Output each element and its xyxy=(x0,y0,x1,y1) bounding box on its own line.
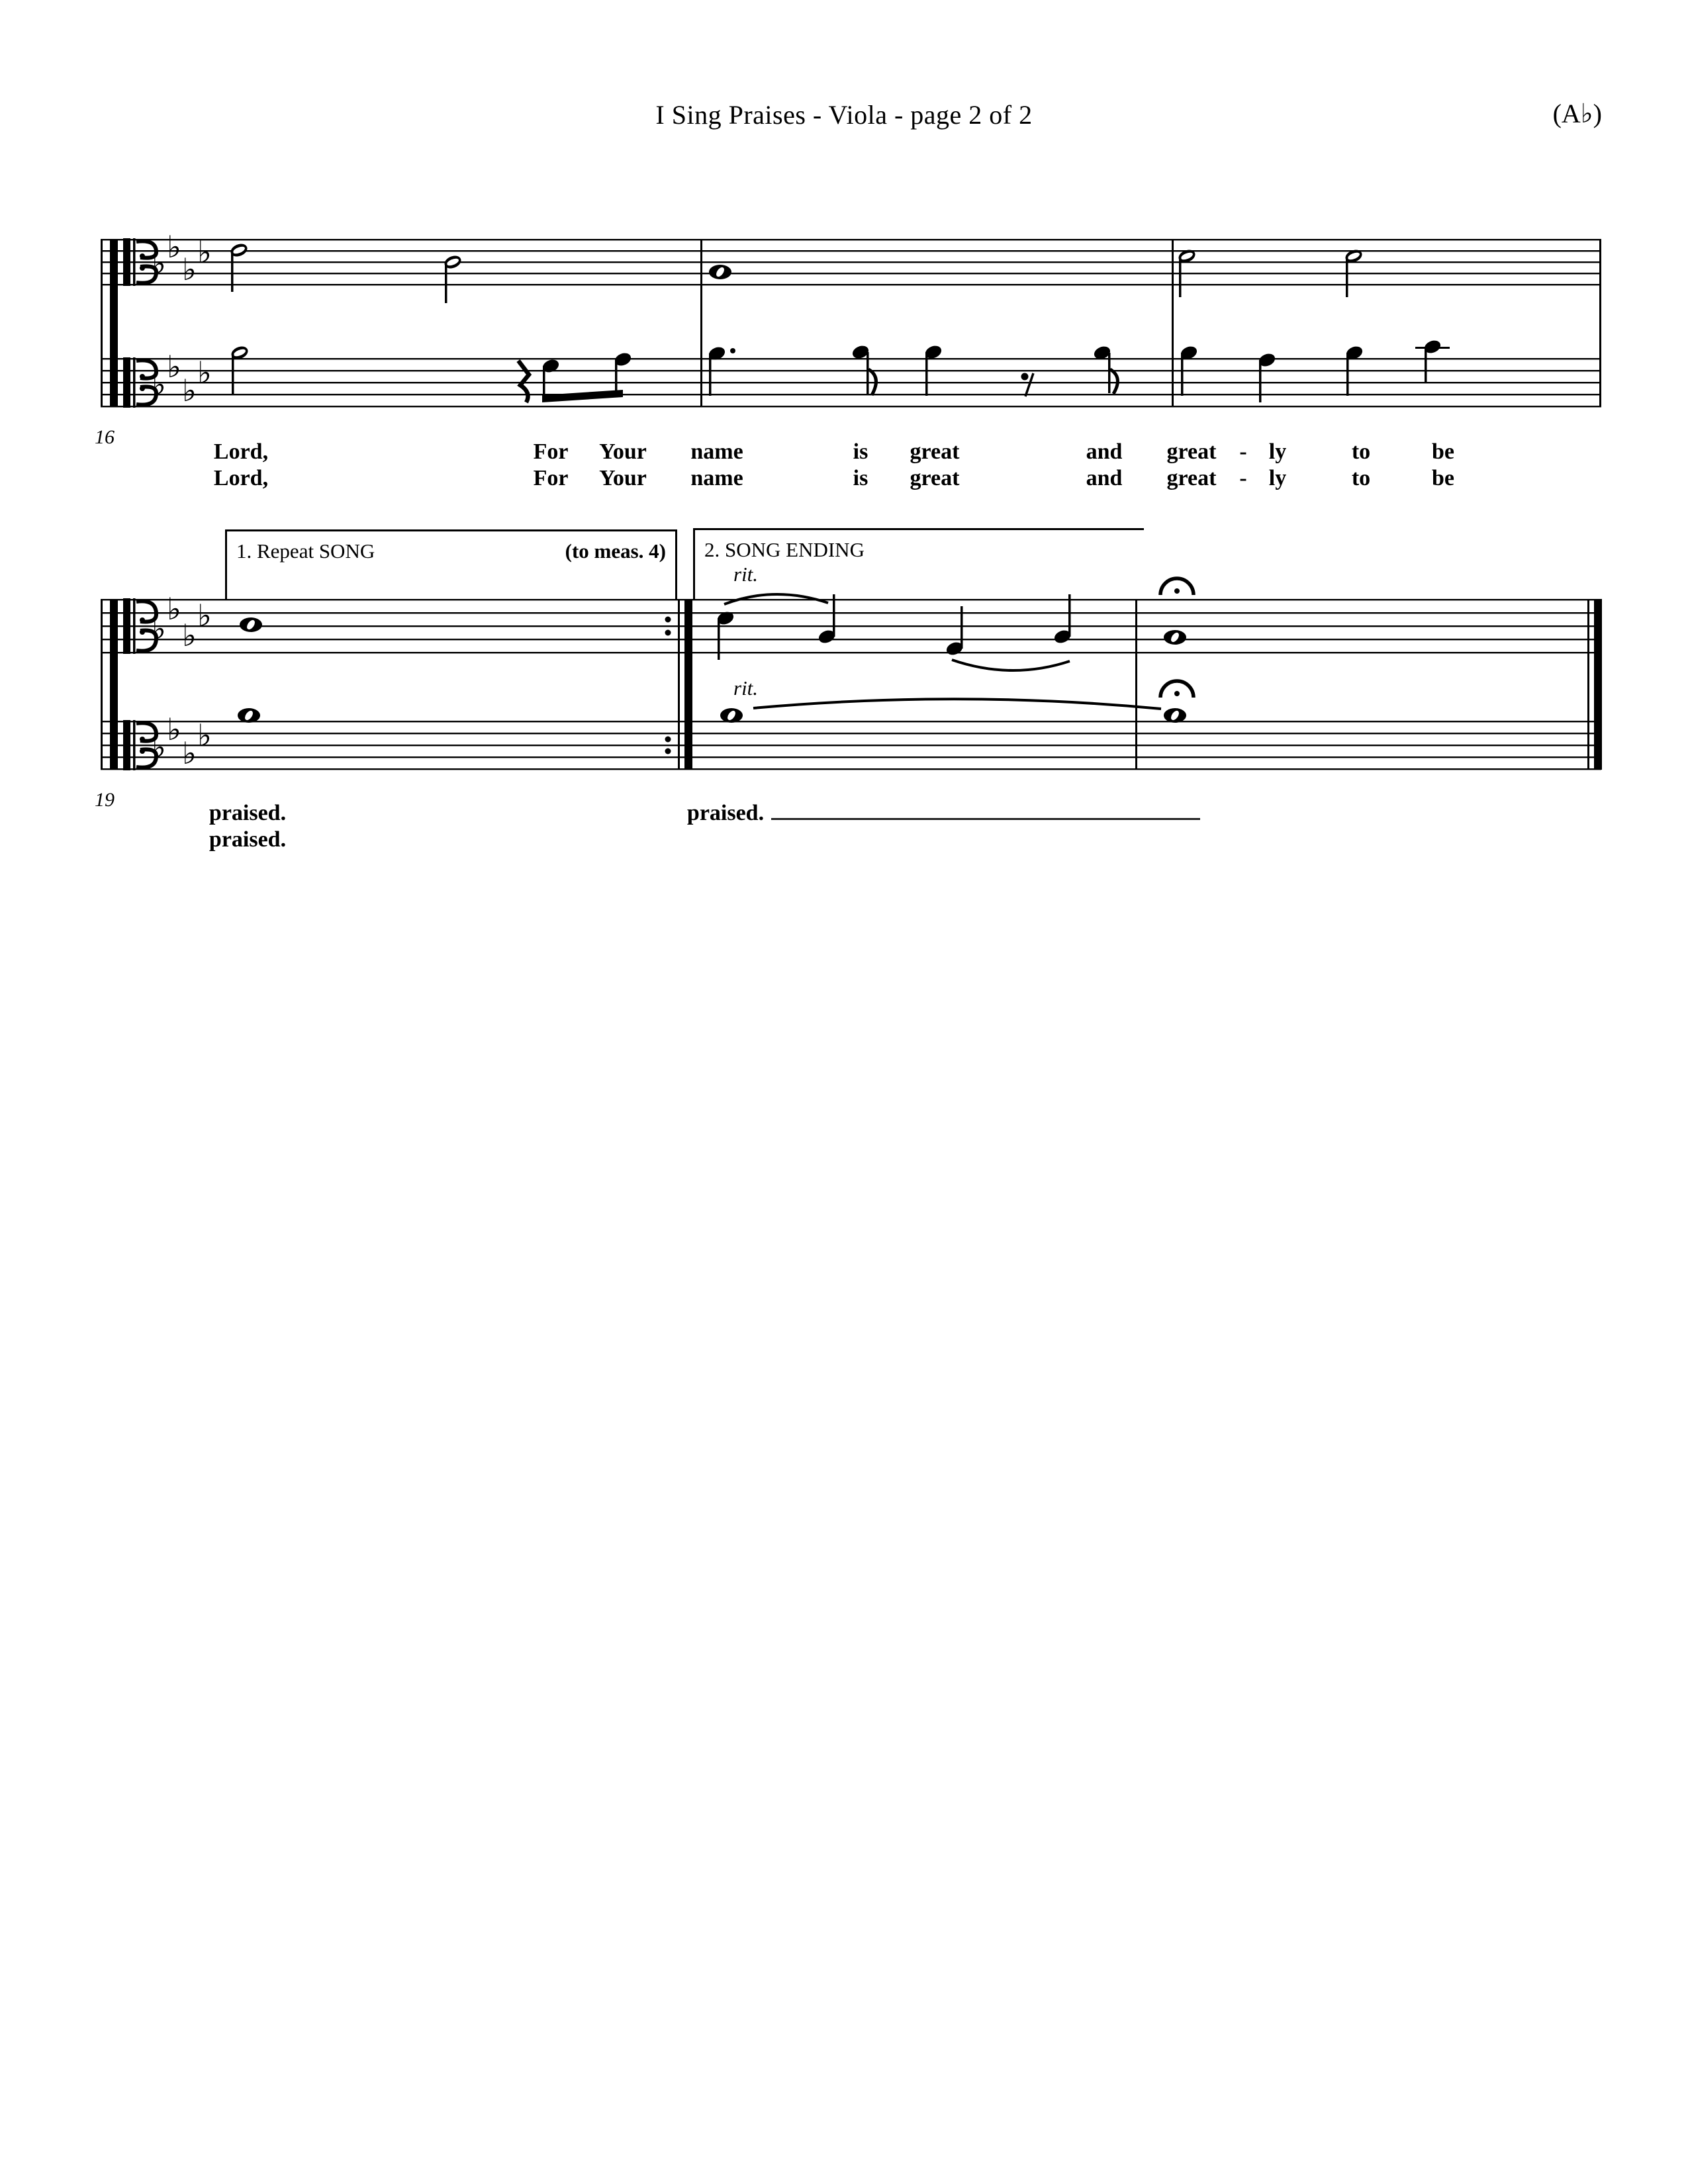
lyric-word: Your xyxy=(599,439,647,464)
key-label: (A♭) xyxy=(1552,99,1602,128)
lyric-word: Your xyxy=(599,466,647,490)
whole-note xyxy=(720,708,743,723)
system-1-barlines xyxy=(101,239,1601,407)
svg-text:♭: ♭ xyxy=(167,711,181,747)
lyric-word: and xyxy=(1086,466,1123,490)
volta-1-target: (to meas. 4) xyxy=(565,539,666,563)
quarter-note xyxy=(945,606,964,657)
lyric-word: great xyxy=(910,466,960,490)
fermata-icon xyxy=(1160,578,1194,595)
half-note xyxy=(443,253,463,303)
volta-2-bracket xyxy=(693,528,1144,600)
lyric-word: For xyxy=(533,466,569,490)
lyric-word: to xyxy=(1351,439,1371,464)
whole-note xyxy=(240,617,262,632)
fermata-icon xyxy=(1160,681,1194,698)
svg-text:♭: ♭ xyxy=(197,598,212,633)
lyric-word: great xyxy=(910,439,960,464)
whole-note xyxy=(709,265,731,279)
rit-marking: rit. xyxy=(733,676,759,700)
quarter-note xyxy=(1053,594,1072,645)
whole-note xyxy=(1164,708,1186,723)
system-1 xyxy=(101,229,1601,408)
lyric-word: - xyxy=(1239,466,1247,490)
lyric-word: praised. xyxy=(209,827,287,852)
quarter-rest-icon xyxy=(518,361,529,402)
tie xyxy=(753,699,1161,709)
svg-text:♭: ♭ xyxy=(197,717,212,753)
svg-text:♭: ♭ xyxy=(182,617,197,653)
lyric-extender-line xyxy=(771,818,1200,820)
lyric-word: Lord, xyxy=(213,439,269,464)
whole-note xyxy=(238,708,260,723)
svg-text:♭: ♭ xyxy=(167,349,181,385)
quarter-note-ledger xyxy=(1415,338,1450,383)
svg-text:♭: ♭ xyxy=(152,611,166,647)
svg-text:♭: ♭ xyxy=(167,591,181,627)
svg-text:♭: ♭ xyxy=(152,246,166,281)
system-2 xyxy=(101,578,1602,771)
lyric-word: name xyxy=(690,439,743,464)
svg-text:♭: ♭ xyxy=(197,355,212,390)
quarter-note xyxy=(923,343,943,396)
svg-text:♭: ♭ xyxy=(182,735,197,771)
page-title: I Sing Praises - Viola - page 2 of 2 xyxy=(655,100,1033,130)
svg-text:♭: ♭ xyxy=(182,373,197,408)
key-signature-flats xyxy=(152,349,212,408)
volta-2-label: 2. SONG ENDING xyxy=(704,538,865,561)
lyric-word: Lord, xyxy=(213,466,269,490)
half-note xyxy=(1177,248,1197,297)
lyric-word: great xyxy=(1166,466,1217,490)
volta-1-label: 1. Repeat SONG xyxy=(236,539,375,563)
staff-2-lower-lines xyxy=(101,721,1601,770)
slur xyxy=(952,660,1070,670)
half-note xyxy=(230,344,250,394)
rit-marking: rit. xyxy=(733,563,759,586)
lyric-word: great xyxy=(1166,439,1217,464)
lyric-word: praised. xyxy=(686,801,765,825)
key-signature-flats xyxy=(152,229,212,287)
half-note xyxy=(1344,248,1364,297)
volta-1-bracket xyxy=(225,529,677,600)
staff-1-lower-lines xyxy=(101,358,1601,407)
key-signature-flats xyxy=(152,711,212,771)
lyric-word: ly xyxy=(1268,439,1287,464)
system-2-barlines xyxy=(101,599,1602,770)
eighth-rest-icon xyxy=(1021,373,1034,397)
svg-text:♭: ♭ xyxy=(182,251,197,287)
eighth-note xyxy=(851,343,876,395)
whole-note xyxy=(1164,630,1186,645)
staff-2-upper-lines xyxy=(101,599,1601,653)
lyric-word: be xyxy=(1432,439,1454,464)
lyric-word: name xyxy=(690,466,743,490)
lyric-word: be xyxy=(1432,466,1454,490)
staff-1-upper-lines xyxy=(101,239,1601,285)
lyric-word: and xyxy=(1086,439,1123,464)
svg-text:♭: ♭ xyxy=(152,729,166,765)
lyric-word: - xyxy=(1239,439,1247,464)
eighth-note xyxy=(1092,344,1117,394)
measure-number-19: 19 xyxy=(95,789,115,811)
lyric-word: ly xyxy=(1268,466,1287,490)
lyric-word: to xyxy=(1351,466,1371,490)
measure-number-16: 16 xyxy=(95,426,115,448)
lyric-word: is xyxy=(853,439,868,464)
svg-text:♭: ♭ xyxy=(152,367,166,402)
lyric-word: is xyxy=(853,466,868,490)
lyric-word: For xyxy=(533,439,569,464)
lyric-word: praised. xyxy=(209,801,287,825)
svg-text:♭: ♭ xyxy=(197,234,212,270)
svg-text:♭: ♭ xyxy=(167,229,181,265)
